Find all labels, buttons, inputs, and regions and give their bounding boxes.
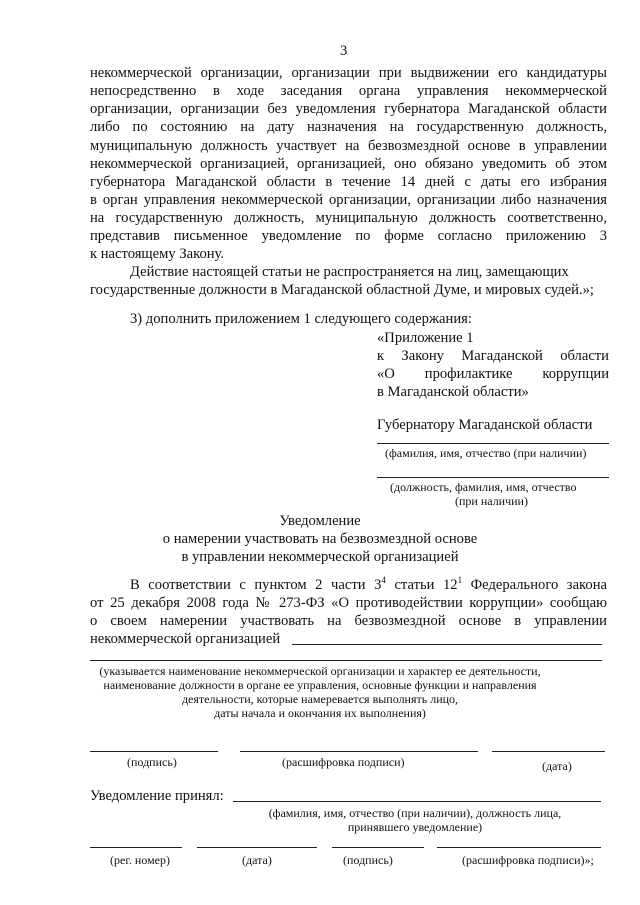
body-text: Федерального закона bbox=[462, 577, 607, 593]
org-caption: (указывается наименование некоммерческой организации и характер ее деятельности, bbox=[99, 664, 541, 678]
body-text: В соответствии с пунктом 2 части 3 bbox=[130, 577, 382, 593]
paragraph-line: муниципальную должность участвует на безвозмездной основе в управлении bbox=[90, 138, 607, 154]
item-3: 3) дополнить приложением 1 следующего содержания: bbox=[130, 311, 472, 327]
caption-position: (при наличии) bbox=[455, 494, 528, 508]
bottom-signature-line bbox=[332, 847, 424, 848]
org-line bbox=[292, 644, 602, 645]
body-line: о своем намерении участвовать на безвозмездной основе в управлении bbox=[90, 613, 607, 629]
body-line-1 bbox=[130, 576, 607, 594]
caption-date: (дата) bbox=[542, 759, 572, 773]
body-line: от 25 декабря 2008 года № 273-ФЗ «О противодействии коррупции» сообщаю bbox=[90, 595, 607, 611]
date-line bbox=[492, 751, 605, 752]
paragraph2-line: Действие настоящей статьи не распространяется на лиц, замещающих bbox=[130, 264, 569, 280]
caption-position: (должность, фамилия, имя, отчество bbox=[390, 480, 577, 494]
paragraph-line: непосредственно в ходе заседания органа управления некоммерческой bbox=[90, 83, 607, 99]
superscript: 1 bbox=[457, 575, 463, 586]
body-line: некоммерческой организацией bbox=[90, 631, 281, 647]
notice-subtitle: в управлении некоммерческой организацией bbox=[181, 549, 459, 565]
paragraph-line: организации, организации без уведомления губернатора Магаданской области bbox=[90, 101, 607, 117]
caption-decoding: (расшифровка подписи) bbox=[282, 755, 405, 769]
body-text: статьи 12 bbox=[385, 577, 458, 593]
position-line bbox=[377, 477, 609, 478]
accepted-caption: (фамилия, имя, отчество (при наличии), должность лица, bbox=[268, 806, 562, 820]
paragraph-line: некоммерческой организации, организации при выдвижении его кандидатуры bbox=[90, 65, 607, 81]
paragraph-line: либо по состоянию на дату назначения на государственную должность, bbox=[90, 119, 607, 135]
appendix-line: «О профилактике коррупции bbox=[377, 366, 609, 382]
caption-bottom-signature: (подпись) bbox=[343, 853, 393, 867]
bottom-date-line bbox=[197, 847, 317, 848]
org-caption: даты начала и окончания их выполнения) bbox=[214, 706, 426, 720]
paragraph-line: на государственную должность, муниципальную должность соответственно, bbox=[90, 210, 607, 226]
paragraph-line: губернатора Магаданской области в течение 14 дней с даты его избрания bbox=[90, 174, 607, 190]
paragraph-line: представив письменное уведомление по форме согласно приложению 3 bbox=[90, 228, 607, 244]
page-number: 3 bbox=[340, 43, 348, 59]
paragraph-line: некоммерческой организацией, организацией, оно обязано уведомить об этом bbox=[90, 156, 607, 172]
superscript: 4 bbox=[381, 575, 386, 586]
paragraph-line: в орган управления некоммерческой организации, организации либо назначения bbox=[90, 192, 607, 208]
caption-fio: (фамилия, имя, отчество (при наличии) bbox=[385, 446, 587, 460]
caption-signature: (подпись) bbox=[127, 755, 177, 769]
caption-bottom-date: (дата) bbox=[242, 853, 272, 867]
paragraph-line-last: к настоящему Закону. bbox=[90, 246, 225, 262]
signature-line bbox=[90, 751, 218, 752]
decoding-line bbox=[240, 751, 478, 752]
fio-line bbox=[377, 443, 609, 444]
bottom-decoding-line bbox=[437, 847, 601, 848]
appendix-line: к Закону Магаданской области bbox=[377, 348, 609, 364]
org-line-2 bbox=[90, 660, 602, 661]
notice-title: Уведомление bbox=[279, 513, 361, 529]
org-caption: наименование должности в органе ее управления, основные функции и направления bbox=[103, 678, 537, 692]
org-caption: деятельности, которые намеревается выполнять лицо, bbox=[181, 692, 459, 706]
appendix-title: «Приложение 1 bbox=[377, 330, 474, 346]
caption-bottom-decoding: (расшифровка подписи)»; bbox=[462, 853, 594, 867]
accepted-line bbox=[233, 801, 601, 802]
accepted-caption: принявшего уведомление) bbox=[347, 820, 483, 834]
addressee: Губернатору Магаданской области bbox=[377, 417, 593, 433]
reg-number-line bbox=[90, 847, 182, 848]
caption-reg-number: (рег. номер) bbox=[110, 853, 170, 867]
paragraph2-line: государственные должности в Магаданской областной Думе, и мировых судей.»; bbox=[90, 282, 594, 298]
accepted-label: Уведомление принял: bbox=[90, 788, 224, 804]
notice-subtitle: о намерении участвовать на безвозмездной основе bbox=[162, 531, 478, 547]
appendix-line: в Магаданской области» bbox=[377, 384, 529, 400]
